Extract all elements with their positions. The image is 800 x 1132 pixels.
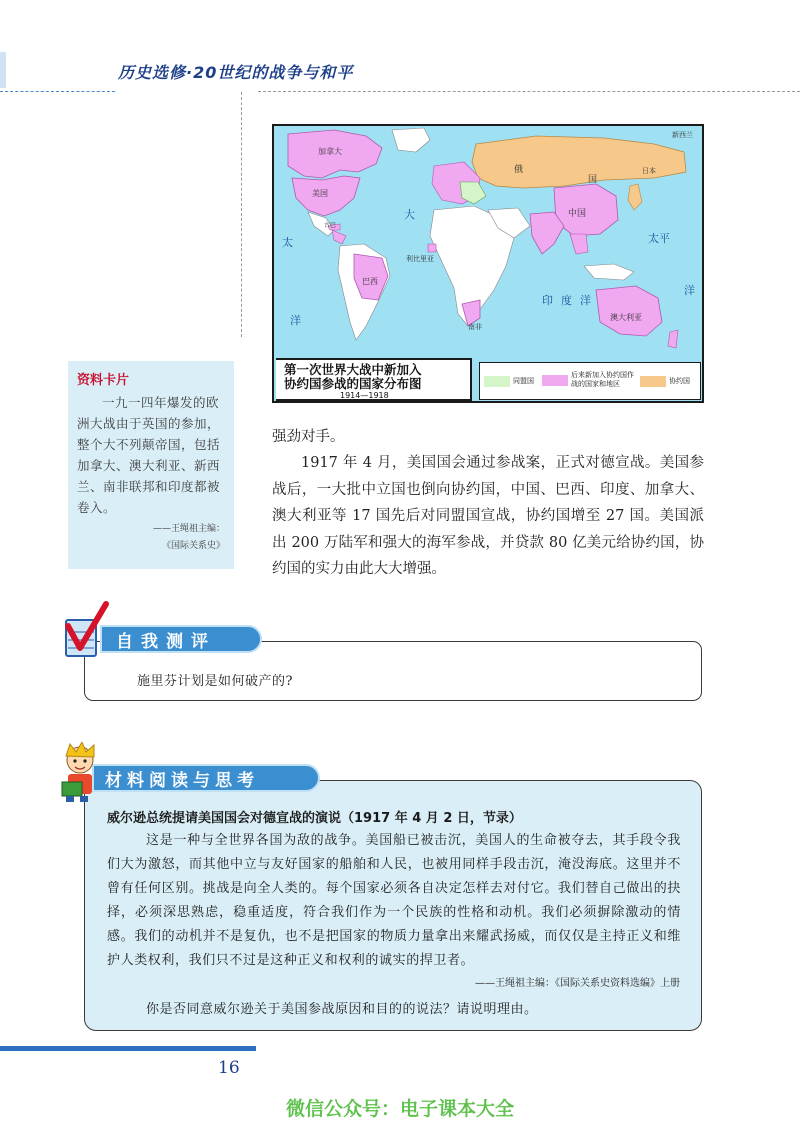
russia-region <box>472 136 686 188</box>
label-ocean-right: 洋 <box>684 284 695 297</box>
japan-region <box>628 184 642 210</box>
map-title-line1: 第一次世界大战中新加入 <box>284 362 422 377</box>
self-test-heading: 自我测评 <box>116 632 216 652</box>
label-south-africa: 南非 <box>468 323 482 331</box>
paragraph-continuation: 强劲对手。 <box>272 429 345 445</box>
header-divider <box>258 91 800 92</box>
margin-divider <box>241 92 242 337</box>
reading-question: 你是否同意威尔逊关于美国参战原因和目的的说法？请说明理由。 <box>146 1002 538 1017</box>
self-test-question: 施里芬计划是如何破产的? <box>137 674 293 689</box>
legend-label-new-allies: 后来新加入协约国作战的国家和地区 <box>571 371 634 388</box>
siam-region <box>570 234 588 254</box>
new-zealand-region <box>668 330 678 348</box>
paragraph-us-entry: 1917 年 4 月，美国国会通过参战案，正式对德宣战。美国参战后，一大批中立国也倒向协约国，中国、巴西、印度、加拿大、澳大利亚等 17 国先后对同盟国宣战，协约国增至 27 国。美国派出 200 万陆军和强大的海军参战，并贷款 80 亿美元给协约国，协约国的实力由此大大增强。 <box>272 455 704 578</box>
label-china: 中国 <box>568 209 587 219</box>
greenland-region <box>392 128 430 152</box>
label-kingdom: 国 <box>588 175 598 185</box>
watermark-text: 微信公众号：电子课本大全 <box>285 1098 514 1120</box>
student-reading-icon <box>58 742 104 802</box>
label-canada: 加拿大 <box>318 147 342 156</box>
reading-source: ——王绳祖主编：《国际关系史资料选编》上册 <box>475 978 680 989</box>
page-number: 16 <box>218 1058 240 1078</box>
running-header-title: 历史选修·20世纪的战争与和平 <box>118 63 354 82</box>
map-years: 1914—1918 <box>340 391 389 400</box>
label-pacific-left: 太 <box>282 236 293 249</box>
label-liberia: 利比里亚 <box>406 255 434 263</box>
label-indian-ocean: 印度洋 <box>542 294 599 307</box>
label-new-zealand: 新西兰 <box>672 131 693 139</box>
header-left-divider <box>0 91 115 92</box>
reading-body: 这是一种与全世界各国为敌的战争。美国船已被击沉，美国人的生命被夺去，其手段令我们大为激怒，而其他中立与友好国家的船舶和人民，也被用同样手段击沉，淹没海底。这里并不曾有任何区别。挑战是向全人类的。每个国家必须各自决定怎样去对付它。我们替自己做出的抉择，必须深思熟虑，稳重适度，符合我们作为一个民族的性格和动机。我们必须摒除激动的情感。我们的动机并不是复仇，也不是把国家的物质力量拿出来耀武扬威，而仅仅是主持正义和维护人类权利，我们只不过是这种正义和权利的诚实的捍卫者。 <box>107 833 681 968</box>
map-title-line2: 协约国参战的国家分布图 <box>284 376 422 391</box>
label-brazil: 巴西 <box>362 277 378 286</box>
label-japan: 日本 <box>642 167 656 175</box>
resource-card <box>68 361 234 569</box>
caribbean-region <box>332 230 346 244</box>
footer-bar <box>0 1046 256 1051</box>
map-title-box <box>276 358 472 401</box>
main-body-text <box>272 424 704 582</box>
reading-title: 威尔逊总统提请美国国会对德宣战的演说（1917 年 4 月 2 日，节录） <box>107 811 522 826</box>
legend-swatch-entente <box>640 376 666 387</box>
card-body: 一九一四年爆发的欧洲大战由于英国的参加，整个大不列颠帝国，包括加拿大、澳大利亚、新西兰、南非联邦和印度都被卷入。 <box>77 395 221 515</box>
australia-region <box>596 286 662 336</box>
label-usa: 美国 <box>312 189 328 198</box>
label-australia: 澳大利亚 <box>610 313 642 322</box>
legend-label-entente: 协约国 <box>669 377 690 385</box>
legend-item-central <box>484 376 534 387</box>
ww1-allies-map <box>272 124 704 403</box>
map-legend <box>479 362 701 400</box>
legend-swatch-new-allies <box>542 375 568 386</box>
legend-item-entente <box>640 376 690 387</box>
label-atlantic: 大 <box>404 208 415 221</box>
indonesia-region <box>584 264 634 280</box>
header-accent-bar <box>0 52 6 88</box>
label-ocean-left: 洋 <box>290 314 301 327</box>
label-russia: 俄 <box>514 165 524 175</box>
label-cuba: 古巴 <box>324 222 337 229</box>
legend-swatch-central <box>484 376 510 387</box>
legend-label-central: 同盟国 <box>513 377 534 385</box>
label-pacific-right: 太平 <box>648 232 670 245</box>
legend-item-new-allies <box>542 371 635 389</box>
reading-heading: 材料阅读与思考 <box>105 771 259 791</box>
india-region <box>530 212 564 254</box>
card-source-book: 《国际关系史》 <box>161 541 225 551</box>
card-title: 资料卡片 <box>77 373 130 388</box>
liberia-region <box>428 244 436 252</box>
card-source-author: ——王绳祖主编： <box>152 524 225 534</box>
checkmark-icon <box>62 600 110 660</box>
